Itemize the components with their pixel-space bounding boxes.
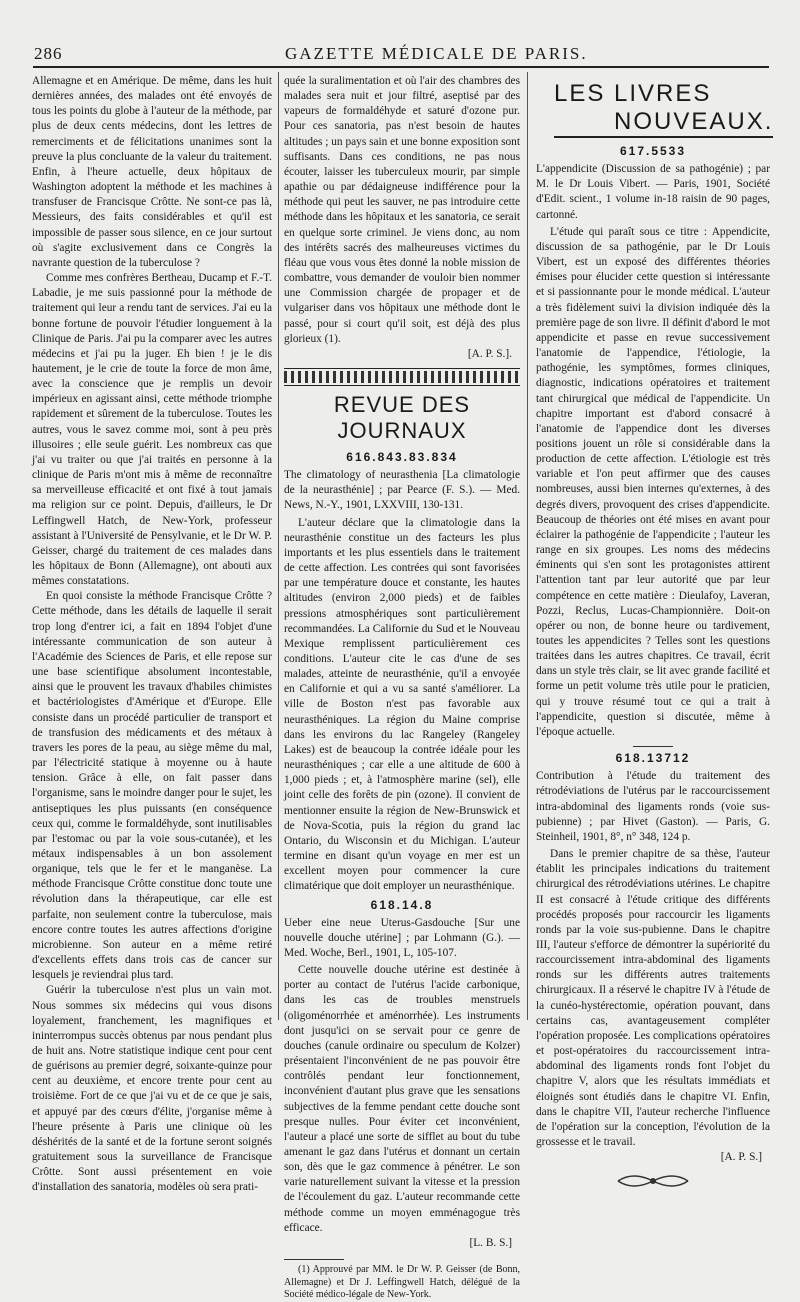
signature: [A. P. S.]: [720, 1151, 762, 1164]
footnote: (1) Approuvé par MM. le Dr W. P. Geisser (de Bonn, Allemagne) et Dr J. Leffingwell Hatch, délégué de la Société médico-légale de New-York.: [284, 1264, 520, 1301]
section-title-line: NOUVEAUX.: [554, 108, 773, 138]
paragraph: L'étude qui paraît sous ce titre : Appendicite, discussion de sa pathogénie, par le Dr Louis Vibert, est un exposé des différentes théories émises pour élucider cette question si intéressante et si passionnante pour le monde médical. L'auteur a très fidèlement suivi la division indiquée dès la première page de son livre. Il définit d'abord le mot appendicite et passe en revue successivement l'anatomie de l'appendice, l'étiologie, la pathogénie, les symptômes, formes cliniques, diagnostic, indications opératoires et traitement tant chirurgical que médical de l'appendicite. Un chapitre important est d'abord consacré à l'anatomie de l'appendice dont les diverses positions jouent un rôle si considérable dans la production de cette affection. L'étiologie est très variable et l'on peut affirmer que des causes nombreuses, aussi bien internes qu'externes, à des degrés divers, provoquent des crises d'appendicite. Beaucoup de théories ont été mises en avant pour éclairer la pathogénie de l'appendicite ; l'auteur les range en six groupes. Les noms des médecins éminents qui s'en sont les protagonistes attirent l'attention tant par leur autorité que par leur compétence en cette matière : Dieulafoy, Laveran, Pozzi, Reclus, Lucas-Championnière. Doit-on opérer ou non, de bonne heure ou tardivement, toutes les appendicites ? Telles sont les questions traitées dans les autres chapitres. Ce travail, écrit dans un style très clair, se lit avec grande facilité et forme un petit volume très utile pour le praticien, qui y trouve résumé tout ce qui a trait à l'appendicite, question si discutée, même à l'époque actuelle.: [536, 225, 770, 738]
paragraph: Cette nouvelle douche utérine est destinée à porter au contact de l'utérus l'acide carbonique, dans les cas de troubles menstruels (oligoménorrhée et aménorrhée). Les instruments dont jusqu'ici on se servait pour ce genre de douches (canule ordinaire ou speculum de Kolzer) présentaient l'inconvénient de ne pas pouvoir être contrôlés pendant leur fonctionnement, inconvénient d'autant plus grave que les sensations subjectives de la femme pendant cette douche sont presque nulles. Pour éviter cet inconvénient, l'auteur a placé une sorte de sifflet au bout du tube amenant le gaz dans l'utérus et donnant un certain son, dès que le gaz commence à pénétrer. Le son varie naturellement suivant la vitesse et la pression de l'écoulement du gaz. L'auteur recommande cette méthode comme un moyen emménagogue très efficace.: [284, 964, 520, 1234]
column-right: [536, 74, 774, 1193]
article-reference: Ueber eine neue Uterus-Gasdouche [Sur une nouvelle douche utérine] ; par Lohmann (G.). — Med. Woche, Berl., 1901, L, 105-107.: [284, 916, 520, 959]
article-reference: The climatology of neurasthenia [La climatologie de la neurasthénie] ; par Pearce (F. S.). — Med. News, N.-Y., 1901, LXXVIII, 130-131.: [284, 469, 520, 512]
signature: [L. B. S.]: [469, 1236, 512, 1249]
signature: [A. P. S.].: [467, 347, 512, 360]
ornament-band: [284, 368, 520, 386]
end-ornament: [536, 1171, 770, 1193]
header-rule: [33, 66, 769, 68]
column-divider: [278, 72, 279, 1020]
book-reference: Contribution à l'étude du traitement des rétrodéviations de l'utérus par le raccourcissement intra-abdominal des ligaments ronds (voie sus-pubienne) ; par Hivet (Gaston). — Paris, G. Steinheil, 1901, 8°, n° 348, 124 p.: [536, 770, 770, 843]
classification-number: 617.5533: [619, 144, 687, 158]
classification-number: 618.14.8: [370, 897, 434, 912]
fleuron-icon: [613, 1171, 693, 1191]
separator-rule: [633, 746, 673, 747]
column-middle: [284, 74, 520, 1302]
paragraph: L'auteur déclare que la climatologie dans la neurasthénie constitue un des facteurs les plus importants et les plus essentiels dans le traitement de cette affection. Les contrées qui sont favorisées par une température douce et constante, les hautes altitudes (environ 2,000 pieds) et de faibles pressions atmosphériques sont particulièrement recommandées. La Californie du Sud et le Nouveau Mexique remplissent particulièrement ces conditions. L'auteur cite le cas d'une de ses malades, atteinte de neurasthénie, qu'il a envoyée en Californie et qui a vu sa santé s'améliorer. La ville de Boston n'est pas favorable aux neurasthéniques. La région du Maine comprise dans les environs du lac Rangeley (Rangeley Lakes) est de beaucoup la contrée idéale pour les neurasthéniques ; car elle a une altitude de 600 à 1,000 pieds ; et, à l'atmosphère marine (sel), elle joint celle des forêts de pin (ozone). Il convient de mentionner ensuite la région de New-Brunswick et de Nova-Scotia, puis la région du grand lac Ontario, du Wisconsin et du Michigan. L'auteur termine en disant qu'un voyage en mer est un excellent moyen pour commencer la cure climatérique que doit employer un neurasthénique.: [284, 516, 520, 893]
classification-number: 616.843.83.834: [346, 449, 458, 464]
running-head: GAZETTE MÉDICALE DE PARIS.: [285, 44, 588, 63]
column-left: [32, 74, 272, 1196]
paragraph: quée la suralimentation et où l'air des chambres des malades sera nuit et jour filtré, aseptisé par des vapeurs de formaldéhyde et saturé d'ozone pur. Pour ces sanatoria, pas n'est besoin de hautes altitudes ; un pays sain et une bonne exposition sont suffisants. Dans ces conditions, ne pas nous écouter, laisser les tuberculeux mourir, par simple apathie ou par dédaigneuse indifférence pour la méthode qui peut les sauver, ne pas introduire cette méthode dans les hôpitaux et les sanatoria, ce serait en quelque sorte criminel. Je viens donc, au nom des intérêts sacrés des malheureuses victimes du fléau que vous vous êtes donné la noble mission de combattre, vous demander de vouloir bien nommer une Commission chargée de propager et de vulgariser dans vos hôpitaux une méthode dont le passé, pour si court qu'il soit, est déjà des plus glorieux (1).: [284, 75, 520, 345]
book-reference: L'appendicite (Discussion de sa pathogénie) ; par M. le Dr Louis Vibert. — Paris, 1901, Société d'Edit. scient., 1 volume in-18 raisin de 90 pages, cartonné.: [536, 163, 770, 221]
paragraph: Comme mes confrères Bertheau, Ducamp et F.-T. Labadie, je me suis passionné pour la méthode de traitement qui leur a rendu tant de services. J'ai eu la bonne fortune de pouvoir l'étudier longuement à la Clinique de Paris. J'ai pu la comparer avec les autres médecins et j'ai pu la juger. Eh bien ! je le dis hautement, je le crie de toute la force de mon âme, avec la conscience que je remplis un devoir impérieux en agissant ainsi, cette méthode triomphe rapidement et sûrement de la tuberculose. Toutes les autres, vous le savez comme moi, sont à peu près illusoires ; elle seule guérit. Les nombreux cas que j'ai vu traiter ou que j'ai traités en personne à la clinique de Paris m'ont mis à même de reconnaître sa merveilleuse efficacité et ont fixé à tout jamais ma religion sur ce point. Depuis, d'ailleurs, le Dr Leffingwell Hatch, de New-York, professeur assistant à l'Université de Pensylvanie, et le Dr W. P. Geisser, chargé du traitement de ces malades dans les hôpitaux de Bonn (Allemagne), ont abouti aux mêmes constatations.: [32, 272, 272, 588]
column-divider: [527, 72, 528, 1020]
paragraph: Allemagne et en Amérique. De même, dans les huit dernières années, des malades ont été envoyés de tous les points du globe à l'auteur de la méthode, par plus de deux cents médecins, dont les lettres de remerciments et de félicitations unanimes sont la preuve la plus concluante de la valeur du traitement. Enfin, à l'heure actuelle, deux hôpitaux de Washington adoptent la méthode et les machines à transfuser de Francisque Crôtte. Ne sont-ce pas là, Messieurs, des faits considérables et qu'il est impossible de passer sous silence, en ce jour surtout où s'agite exclusivement dans ce Congrès la navrante question de la tuberculose ?: [32, 75, 272, 269]
paragraph: En quoi consiste la méthode Francisque Crôtte ? Cette méthode, dans les détails de laquelle il serait trop long d'entrer ici, a fait en 1894 l'objet d'une intéressante communication de son auteur à l'Académie des Sciences de Paris, et elle repose sur une base scientifique absolument incontestable, ainsi que le prouvent les travaux d'habiles chimistes et bactériologistes d'Amérique et d'Europe. Elle consiste dans un procédé particulier de transport et de transfusion des médicaments et des métaux à travers les pores de la peau, au siège même du mal, par l'électricité statique à moyenne ou à haute tension. Grâce à elle, on fait passer dans l'organisme, sans le moindre danger pour le sujet, les antiseptiques les plus puissants (en conséquence ceux qui, comme le formaldéhyde, sont inutilisables par l'estomac ou par la voie sous-cutanée), et les métaux indispensables à un bon assolement organique, tels que le fer et le manganèse. La méthode Francisque Crôtte constitue donc toute une révolution dans la thérapeutique, car elle est parfaite, non seulement contre la tuberculose, mais encore contre toutes les autres affections d'origine microbienne. Son auteur en a même retiré d'excellents effets dans trois cas de cancer sur lesquels je reviendrai plus tard.: [32, 590, 272, 982]
classification-number: 618.13712: [615, 751, 691, 766]
section-title-line: LES LIVRES: [554, 80, 712, 107]
page-number: 286: [34, 44, 63, 63]
footnote-rule: [284, 1259, 344, 1260]
paragraph: Dans le premier chapitre de sa thèse, l'auteur établit les principales indications du traitement chirurgical des rétrodéviations utérines. Le chapitre II est consacré à l'étude critique des différents procédés proposés pour raccourcir les ligaments ronds par la voie sus-pubienne. Dans le chapitre III, l'auteur s'efforce de démontrer la supériorité du raccourcissement intra-abdominal des ligaments ronds sur les différents autres traitements chirurgicaux. Il a réservé le chapitre IV à l'étude de la cunéo-hystérectomie, opération pouvant, dans certains cas, avantageusement compléter l'opération proposée. Les complications opératoires et post-opératoires du raccourcissement intra-abdominal des ligaments ronds font l'objet du chapitre V, alors que les résultats immédiats et éloignés sont étudiés dans le chapitre VI. Enfin, dans le chapitre VII, l'auteur recherche l'influence de l'opération sur la conception, l'évolution de la grossesse et le travail.: [536, 848, 770, 1148]
section-title-livres: [554, 80, 774, 138]
paragraph: Guérir la tuberculose n'est plus un vain mot. Nous sommes six médecins qui vous disons loyalement, franchement, les magnifiques et ininterrompus succès obtenus par nous pendant plus de huit ans. Notre statistique indique cent pour cent de guérisons au premier degré, soixante-quinze pour cent au deuxième, et encore trente pour cent au troisième. Fort de ce que j'ai vu et de ce que je sais, et appuyé par des cœurs d'élite, j'organise même à l'heure présente à Paris une clinique où les déshérités de la santé et de la fortune seront soignés gratuitement sous la surveillance de Francisque Crôtte. Sont aussi présentement en voie d'installation des sanatoria, modèles où sera prati-: [32, 984, 272, 1194]
section-title-revue: REVUE DES JOURNAUX: [333, 391, 471, 443]
